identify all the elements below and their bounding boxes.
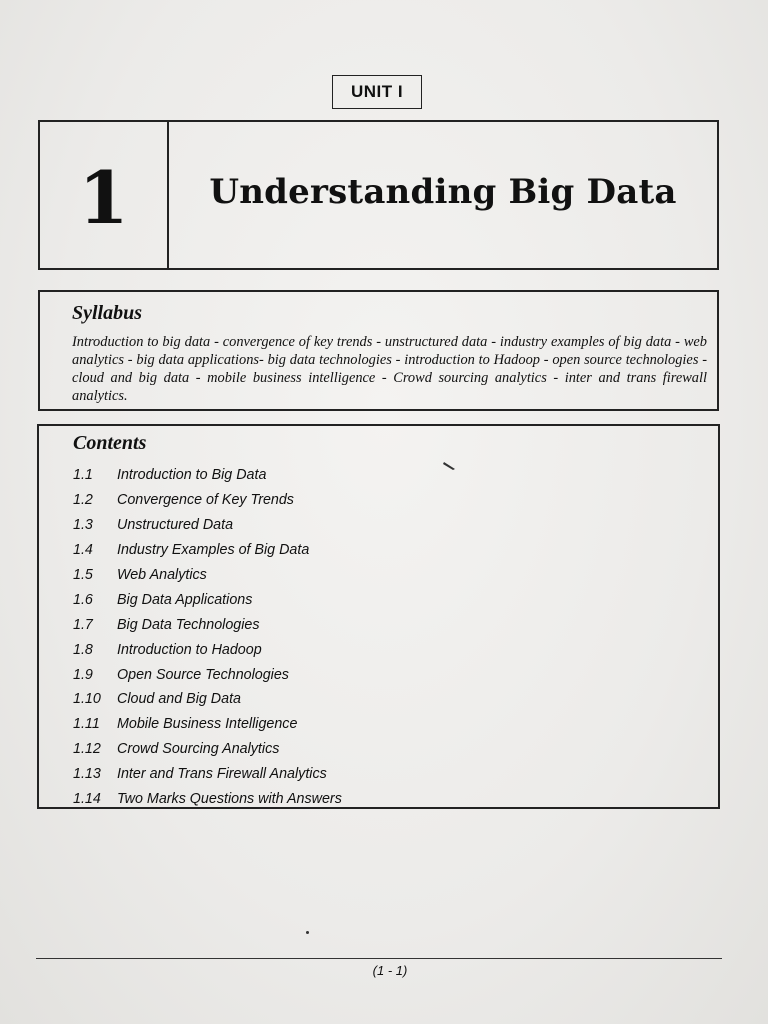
chapter-header (38, 120, 719, 270)
syllabus-text: Introduction to big data - convergence of key trends - unstructured data - industry examples of big data - web analytics - big data applications- big data technologies - introduction to Hadoop - open source technologies - cloud and big data - mobile business intelligence - Crowd sourcing analytics - inter and trans firewall analytics. (72, 334, 707, 404)
item-title: Big Data Applications (117, 591, 253, 608)
contents-item (73, 787, 718, 812)
item-number: 1.7 (73, 616, 93, 633)
contents-list (73, 463, 718, 811)
contents-item (73, 463, 718, 488)
item-title: Web Analytics (117, 567, 207, 583)
item-number: 1.14 (73, 791, 101, 808)
item-number: 1.2 (73, 492, 93, 509)
item-title: Mobile Business Intelligence (117, 716, 298, 733)
item-number: 1.11 (73, 716, 100, 733)
item-title: Open Source Technologies (117, 666, 289, 683)
chapter-title: Understanding Big Data (209, 172, 677, 212)
item-number: 1.4 (73, 542, 93, 559)
contents-item (73, 712, 718, 737)
contents-item (73, 687, 718, 712)
unit-label: UNIT I (332, 75, 422, 109)
contents-item (73, 563, 718, 588)
item-number: 1.8 (73, 641, 93, 658)
item-number: 1.1 (73, 467, 93, 484)
page-number: (1 - 1) (372, 963, 408, 978)
contents-item (73, 587, 718, 612)
item-number: 1.6 (73, 591, 93, 608)
ink-smudge (443, 461, 457, 471)
item-title: Introduction to Big Data (117, 467, 267, 484)
footer-divider (36, 958, 722, 959)
item-number: 1.12 (73, 741, 101, 758)
item-number: 1.3 (73, 517, 93, 534)
item-number: 1.10 (73, 691, 101, 708)
contents-item (73, 538, 718, 563)
contents-item (73, 637, 718, 662)
ink-speck (306, 931, 309, 934)
item-title: Unstructured Data (117, 517, 234, 534)
contents-item (73, 737, 718, 762)
contents-item (73, 612, 718, 637)
syllabus-heading: Syllabus (72, 302, 143, 324)
contents-item (73, 762, 718, 787)
item-title: Big Data Technologies (117, 616, 260, 633)
item-number: 1.9 (73, 666, 93, 683)
item-title: Two Marks Questions with Answers (117, 791, 342, 808)
chapter-number: 1 (40, 122, 169, 268)
item-title: Introduction to Hadoop (117, 641, 262, 658)
item-title: Crowd Sourcing Analytics (117, 741, 280, 758)
contents-item (73, 488, 718, 513)
item-title: Convergence of Key Trends (117, 492, 294, 509)
item-number: 1.13 (73, 766, 101, 783)
item-number: 1.5 (73, 567, 93, 583)
contents-item (73, 513, 718, 538)
contents-item (73, 662, 718, 687)
item-title: Inter and Trans Firewall Analytics (117, 766, 327, 783)
item-title: Cloud and Big Data (117, 691, 241, 708)
item-title: Industry Examples of Big Data (117, 542, 310, 559)
syllabus-section (38, 290, 719, 411)
contents-section (37, 424, 720, 809)
contents-heading: Contents (73, 432, 147, 454)
